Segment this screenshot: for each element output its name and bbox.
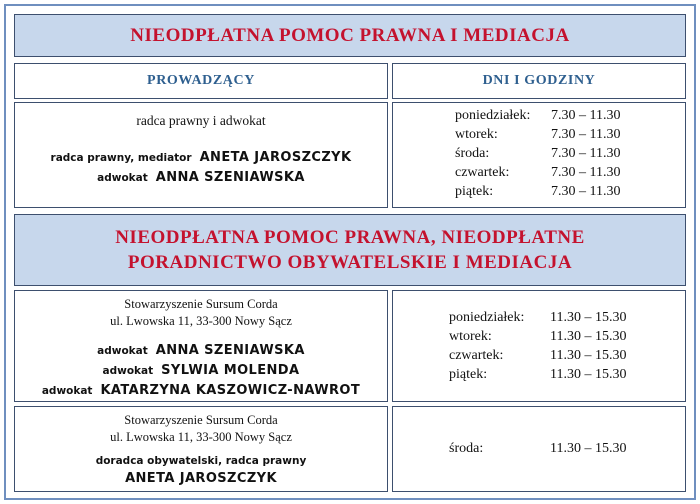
column-header-hours-label: DNI I GODZINY <box>482 73 596 88</box>
schedule-day: poniedziałek: <box>449 310 525 325</box>
provider-role: radca prawny, mediator <box>50 152 192 164</box>
schedule-day: środa: <box>455 146 490 161</box>
section1-schedule <box>455 108 675 204</box>
schedule-day: środa: <box>449 441 484 456</box>
organization-name: Stowarzyszenie Sursum Corda <box>124 413 278 427</box>
provider-row <box>15 341 387 359</box>
schedule-time: 7.30 – 11.30 <box>551 127 621 142</box>
section2-title-line1: NIEODPŁATNA POMOC PRAWNA, NIEODPŁATNE <box>115 227 585 248</box>
schedule-day: czwartek: <box>455 165 510 180</box>
provider-role: adwokat <box>41 385 93 397</box>
organization-address: ul. Lwowska 11, 33-300 Nowy Sącz <box>110 314 292 328</box>
section1-title-panel <box>14 14 686 57</box>
schedule-day: wtorek: <box>449 329 492 344</box>
schedule-time: 7.30 – 11.30 <box>551 165 621 180</box>
section2-block1-providers-cell <box>14 290 388 402</box>
provider-row <box>15 381 387 399</box>
section1-providers-cell <box>14 102 388 208</box>
schedule-time: 11.30 – 15.30 <box>550 367 627 382</box>
schedule-time: 11.30 – 15.30 <box>550 329 627 344</box>
provider-row <box>15 361 387 379</box>
provider-name: KATARZYNA KASZOWICZ-NAWROT <box>100 383 361 398</box>
section2-block2-providers-cell <box>14 406 388 492</box>
section2-title-panel <box>14 214 686 286</box>
provider-name: ANNA SZENIAWSKA <box>155 170 305 185</box>
provider-name: ANETA JAROSZCZYK <box>125 471 277 486</box>
provider-name: SYLWIA MOLENDA <box>161 363 300 378</box>
schedule-day: piątek: <box>449 367 488 382</box>
schedule-day: czwartek: <box>449 348 504 363</box>
provider-role: doradca obywatelski, radca prawny <box>95 455 307 467</box>
provider-row <box>15 168 387 186</box>
section2-block2-schedule <box>449 441 679 461</box>
section1-title: NIEODPŁATNA POMOC PRAWNA I MEDIACJA <box>130 25 570 46</box>
provider-role: adwokat <box>102 365 154 377</box>
provider-role: adwokat <box>97 345 148 357</box>
schedule-time: 7.30 – 11.30 <box>551 146 621 161</box>
column-header-providers <box>14 63 388 99</box>
column-header-providers-label: PROWADZĄCY <box>147 73 255 88</box>
column-header-hours <box>392 63 686 99</box>
provider-role: adwokat <box>97 172 148 184</box>
organization-name: Stowarzyszenie Sursum Corda <box>124 297 278 311</box>
provider-intro: radca prawny i adwokat <box>136 113 266 128</box>
schedule-time: 7.30 – 11.30 <box>551 108 621 123</box>
schedule-time: 11.30 – 15.30 <box>550 310 627 325</box>
schedule-day: piątek: <box>455 184 494 199</box>
schedule-time: 11.30 – 15.30 <box>550 348 627 363</box>
schedule-time: 11.30 – 15.30 <box>550 441 627 456</box>
section2-title-line2: PORADNICTWO OBYWATELSKIE I MEDIACJA <box>127 252 573 273</box>
schedule-day: poniedziałek: <box>455 108 531 123</box>
schedule-day: wtorek: <box>455 127 498 142</box>
schedule-time: 7.30 – 11.30 <box>551 184 621 199</box>
section2-block1-schedule <box>449 310 679 390</box>
section2-block2-hours-cell <box>392 406 686 492</box>
provider-name: ANETA JAROSZCZYK <box>199 150 352 165</box>
provider-name: ANNA SZENIAWSKA <box>155 343 305 358</box>
schedule-document <box>4 4 696 500</box>
section1-hours-cell <box>392 102 686 208</box>
organization-address: ul. Lwowska 11, 33-300 Nowy Sącz <box>110 430 292 444</box>
provider-row <box>15 148 387 166</box>
section2-block1-hours-cell <box>392 290 686 402</box>
